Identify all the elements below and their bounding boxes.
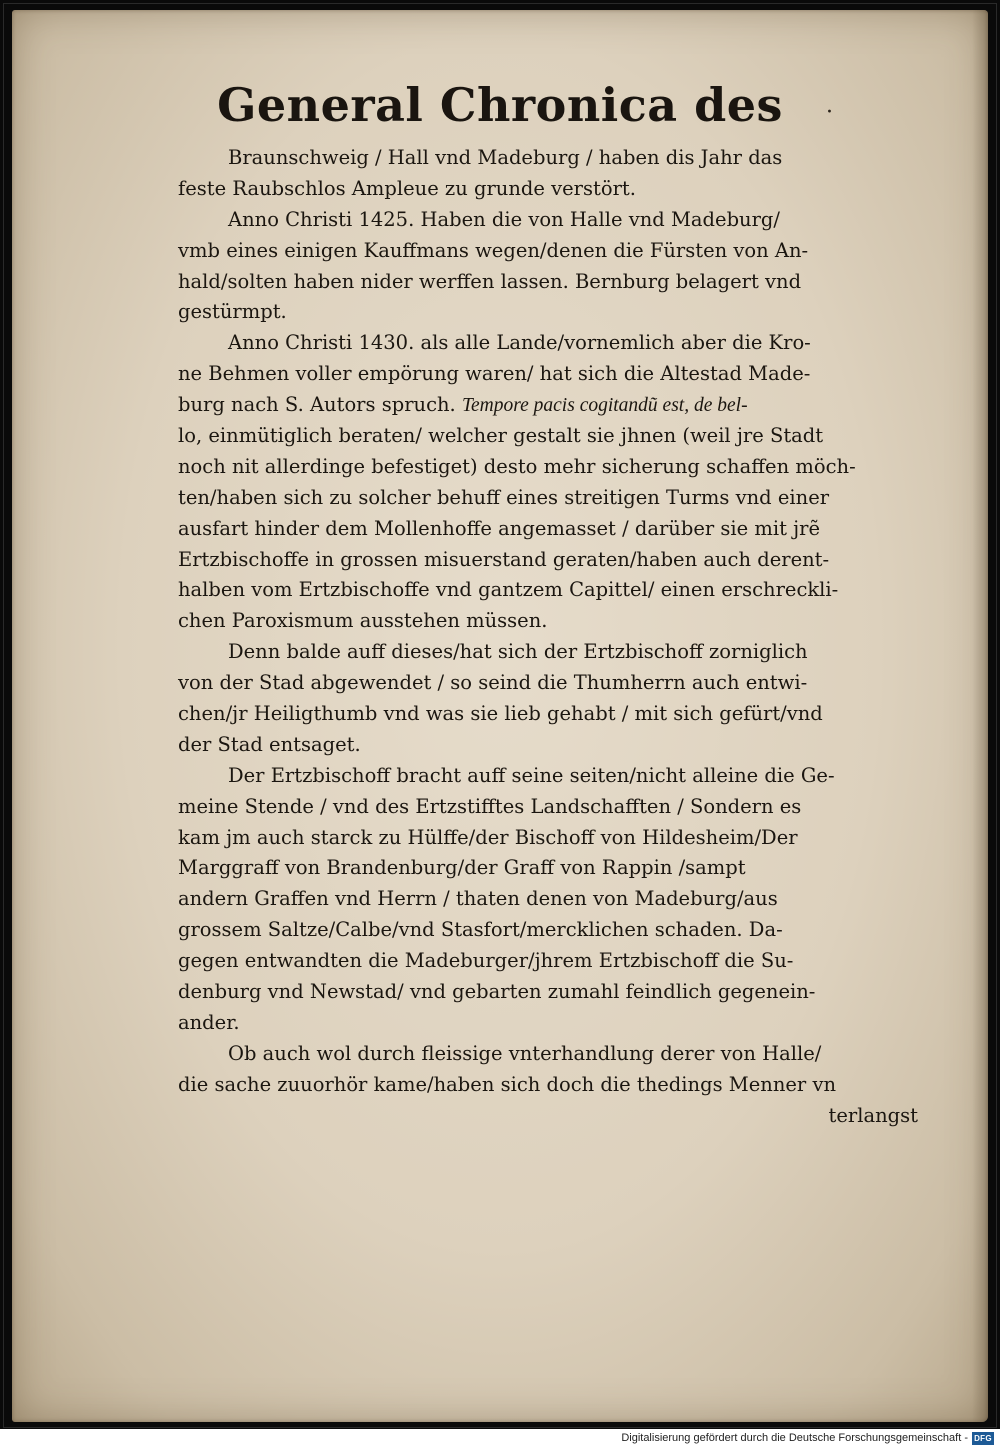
text-line-mixed xyxy=(178,390,918,421)
text-line: gegen entwandten die Madeburger/jhrem Ertzbischoff die Su- xyxy=(178,949,794,973)
text-line: Ob auch wol durch fleissige vnterhandlung derer von Halle/ xyxy=(228,1041,822,1065)
text-line: chen Paroxismum ausstehen müssen. xyxy=(178,609,548,633)
text-line: ander. xyxy=(178,1010,240,1034)
text-line: Anno Christi 1425. Haben die von Halle vnd Madeburg/ xyxy=(228,207,780,231)
text-line: noch nit allerdinge befestiget) desto mehr sicherung schaffen möch- xyxy=(178,454,856,478)
text-line-fraktur: burg nach S. Autors spruch. xyxy=(178,393,456,417)
text-line-latin-quote: Tempore pacis cogitandũ est, de bel- xyxy=(461,395,748,417)
text-line: Marggraff von Brandenburg/der Graff von Rappin /sampt xyxy=(178,856,746,880)
text-line: ten/haben sich zu solcher behuff eines streitigen Turms vnd einer xyxy=(178,485,830,509)
text-line: von der Stad abgewendet / so seind die Thumherrn auch entwi- xyxy=(178,671,808,695)
funding-credit: Digitalisierung gefördert durch die Deutsche Forschungsgemeinschaft - xyxy=(621,1432,968,1444)
running-head-mark: · xyxy=(826,100,833,125)
text-line: gestürmpt. xyxy=(178,300,287,324)
text-line: lo, einmütiglich beraten/ welcher gestalt sie jhnen (weil jre Stadt xyxy=(178,424,824,448)
text-line: die sache zuuorhör kame/haben sich doch die thedings Menner vn xyxy=(178,1072,837,1096)
page-edge-shadow xyxy=(972,10,988,1422)
text-line: Braunschweig / Hall vnd Madeburg / haben dis Jahr das xyxy=(228,146,783,169)
page-body-text xyxy=(178,143,918,1132)
text-line: der Stad entsaget. xyxy=(178,732,361,756)
text-line: halben vom Ertzbischoffe vnd gantzem Capittel/ einen erschreckli- xyxy=(178,578,839,602)
text-line: andern Graffen vnd Herrn / thaten denen von Madeburg/aus xyxy=(178,887,778,911)
text-line: grossem Saltze/Calbe/vnd Stasfort/mercklichen schaden. Da- xyxy=(178,918,783,942)
catchword: terlangst xyxy=(828,1103,918,1127)
text-line: Ertzbischoffe in grossen misuerstand geraten/haben auch derent- xyxy=(178,547,830,571)
text-line: chen/jr Heiligthumb vnd was sie lieb gehabt / mit sich gefürt/vnd xyxy=(178,702,823,726)
text-line: vmb eines einigen Kauffmans wegen/denen die Fürsten von An- xyxy=(178,238,809,262)
text-line: Der Ertzbischoff bracht auff seine seiten/nicht alleine die Ge- xyxy=(228,763,835,787)
text-line: ausfart hinder dem Mollenhoffe angemasset / darüber sie mit jrẽ xyxy=(178,516,821,540)
text-line: feste Raubschlos Ampleue zu grunde verstört. xyxy=(178,176,636,200)
text-line: hald/solten haben nider werffen lassen. Bernburg belagert vnd xyxy=(178,269,802,293)
text-line: denburg vnd Newstad/ vnd gebarten zumahl feindlich gegenein- xyxy=(178,980,816,1004)
dfg-logo: DFG xyxy=(972,1432,994,1445)
text-line: Anno Christi 1430. als alle Lande/vornemlich aber die Kro- xyxy=(228,331,811,355)
text-line: ne Behmen voller empörung waren/ hat sich die Altestad Made- xyxy=(178,362,811,386)
text-line: Denn balde auff dieses/hat sich der Ertzbischoff zorniglich xyxy=(228,640,808,664)
text-line: meine Stende / vnd des Ertzstifftes Landschafften / Sondern es xyxy=(178,794,802,818)
text-line: kam jm auch starck zu Hülffe/der Bischoff von Hildesheim/Der xyxy=(178,825,798,849)
running-head: General Chronica des xyxy=(217,78,783,132)
